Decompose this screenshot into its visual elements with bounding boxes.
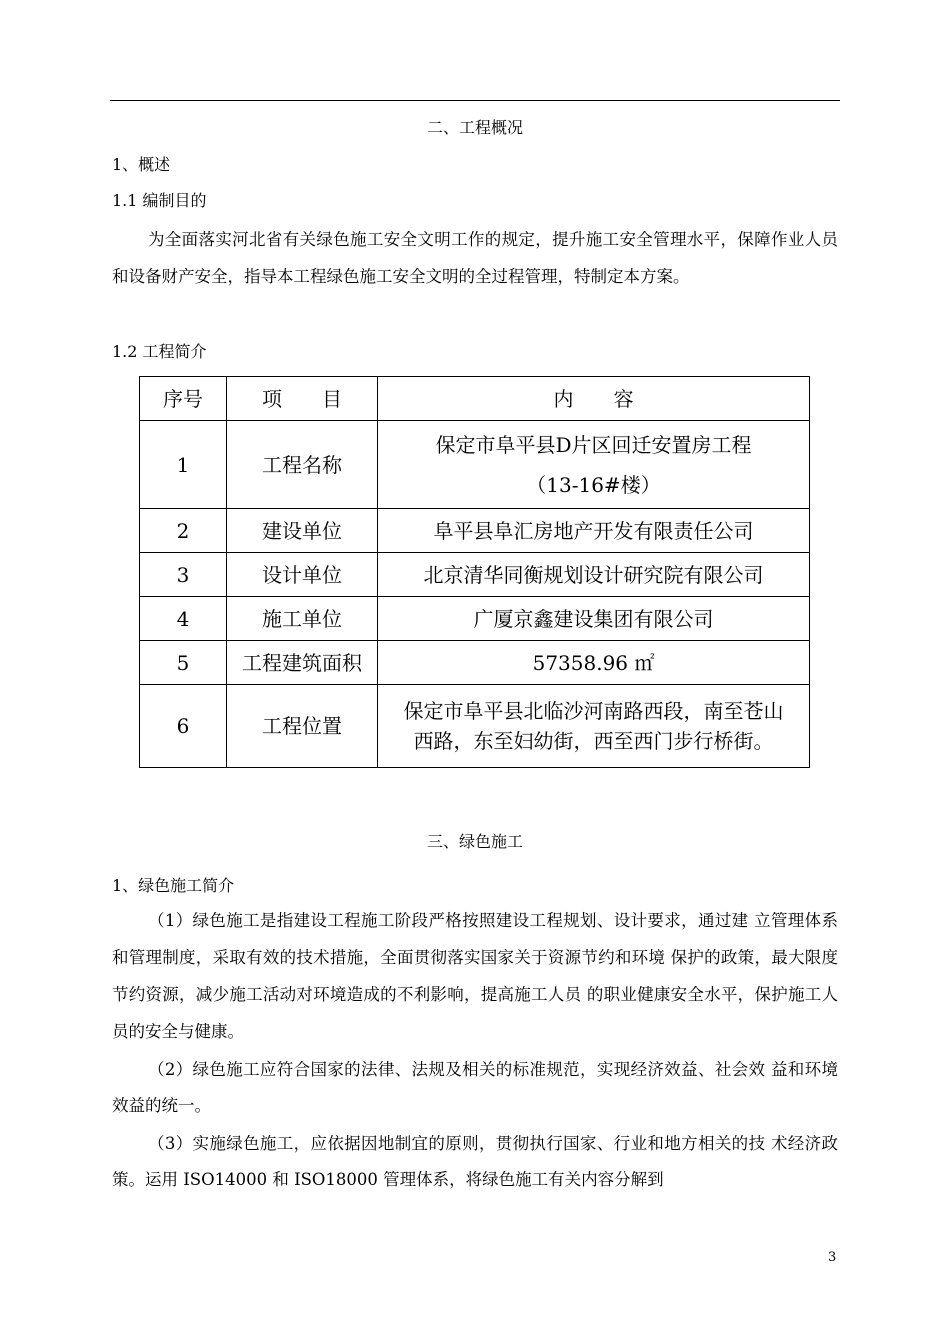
row-item: 建设单位 <box>227 509 378 553</box>
project-overview-table <box>139 376 810 768</box>
table-row <box>140 641 810 685</box>
row-item: 工程名称 <box>227 421 378 509</box>
row-content: 57358.96 ㎡ <box>378 641 810 685</box>
row-no: 1 <box>140 421 227 509</box>
header-content: 内 容 <box>378 377 810 421</box>
table-row <box>140 509 810 553</box>
header-no: 序号 <box>140 377 227 421</box>
row-content <box>378 421 810 509</box>
green-paragraph-1: （1）绿色施工是指建设工程施工阶段严格按照建设工程规划、设计要求，通过建 立管理体系和管理制度，采取有效的技术措施，全面贯彻落实国家关于资源节约和环境 保护的政策，最大限度节约资源，减少施工活动对环境造成的不利影响，提高施工人员 的职业健康安全水平，保护施工人员的安全与健康。 <box>112 911 838 1041</box>
row-item: 设计单位 <box>227 553 378 597</box>
section-2-title: 二、工程概况 <box>426 118 523 137</box>
purpose-paragraph: 为全面落实河北省有关绿色施工安全文明工作的规定，提升施工安全管理水平，保障作业人员和设备财产安全，指导本工程绿色施工安全文明的全过程管理，特制定本方案。 <box>112 230 838 286</box>
green-paragraph-2: （2）绿色施工应符合国家的法律、法规及相关的标准规范，实现经济效益、社会效 益和环境效益的统一。 <box>112 1060 838 1115</box>
heading-green-construction-intro: 1、绿色施工简介 <box>112 876 235 895</box>
header-item: 项 目 <box>227 377 378 421</box>
row-content: 阜平县阜汇房地产开发有限责任公司 <box>378 509 810 553</box>
row-item: 工程位置 <box>227 685 378 768</box>
heading-project-intro: 1.2 工程简介 <box>112 342 207 361</box>
row-content <box>378 685 810 768</box>
table-row <box>140 421 810 509</box>
section-3-title: 三、绿色施工 <box>426 832 523 851</box>
table-row <box>140 685 810 768</box>
table-header-row <box>140 377 810 421</box>
row-no: 2 <box>140 509 227 553</box>
table-row <box>140 597 810 641</box>
row-item: 施工单位 <box>227 597 378 641</box>
row-content-line: 西路，东至妇幼街，西至西门步行桥街。 <box>413 729 774 753</box>
row-content-line: 保定市阜平县北临沙河南路西段，南至苍山 <box>403 699 784 723</box>
table-row <box>140 553 810 597</box>
row-content-line: 保定市阜平县D片区回迁安置房工程 <box>435 432 752 457</box>
row-no: 5 <box>140 641 227 685</box>
row-no: 3 <box>140 553 227 597</box>
row-content: 广厦京鑫建设集团有限公司 <box>378 597 810 641</box>
green-paragraph-3: （3）实施绿色施工，应依据因地制宜的原则，贯彻执行国家、行业和地方相关的技 术经济政策。运用 ISO14000 和 ISO18000 管理体系，将绿色施工有关内容分解到 <box>112 1134 838 1189</box>
heading-purpose: 1.1 编制目的 <box>112 191 207 210</box>
row-content: 北京清华同衡规划设计研究院有限公司 <box>378 553 810 597</box>
heading-overview: 1、概述 <box>112 155 171 174</box>
row-no: 4 <box>140 597 227 641</box>
page-number: 3 <box>828 1250 837 1265</box>
row-no: 6 <box>140 685 227 768</box>
row-content-line: （13-16#楼） <box>526 472 661 497</box>
header-rule <box>110 100 840 101</box>
row-item: 工程建筑面积 <box>227 641 378 685</box>
